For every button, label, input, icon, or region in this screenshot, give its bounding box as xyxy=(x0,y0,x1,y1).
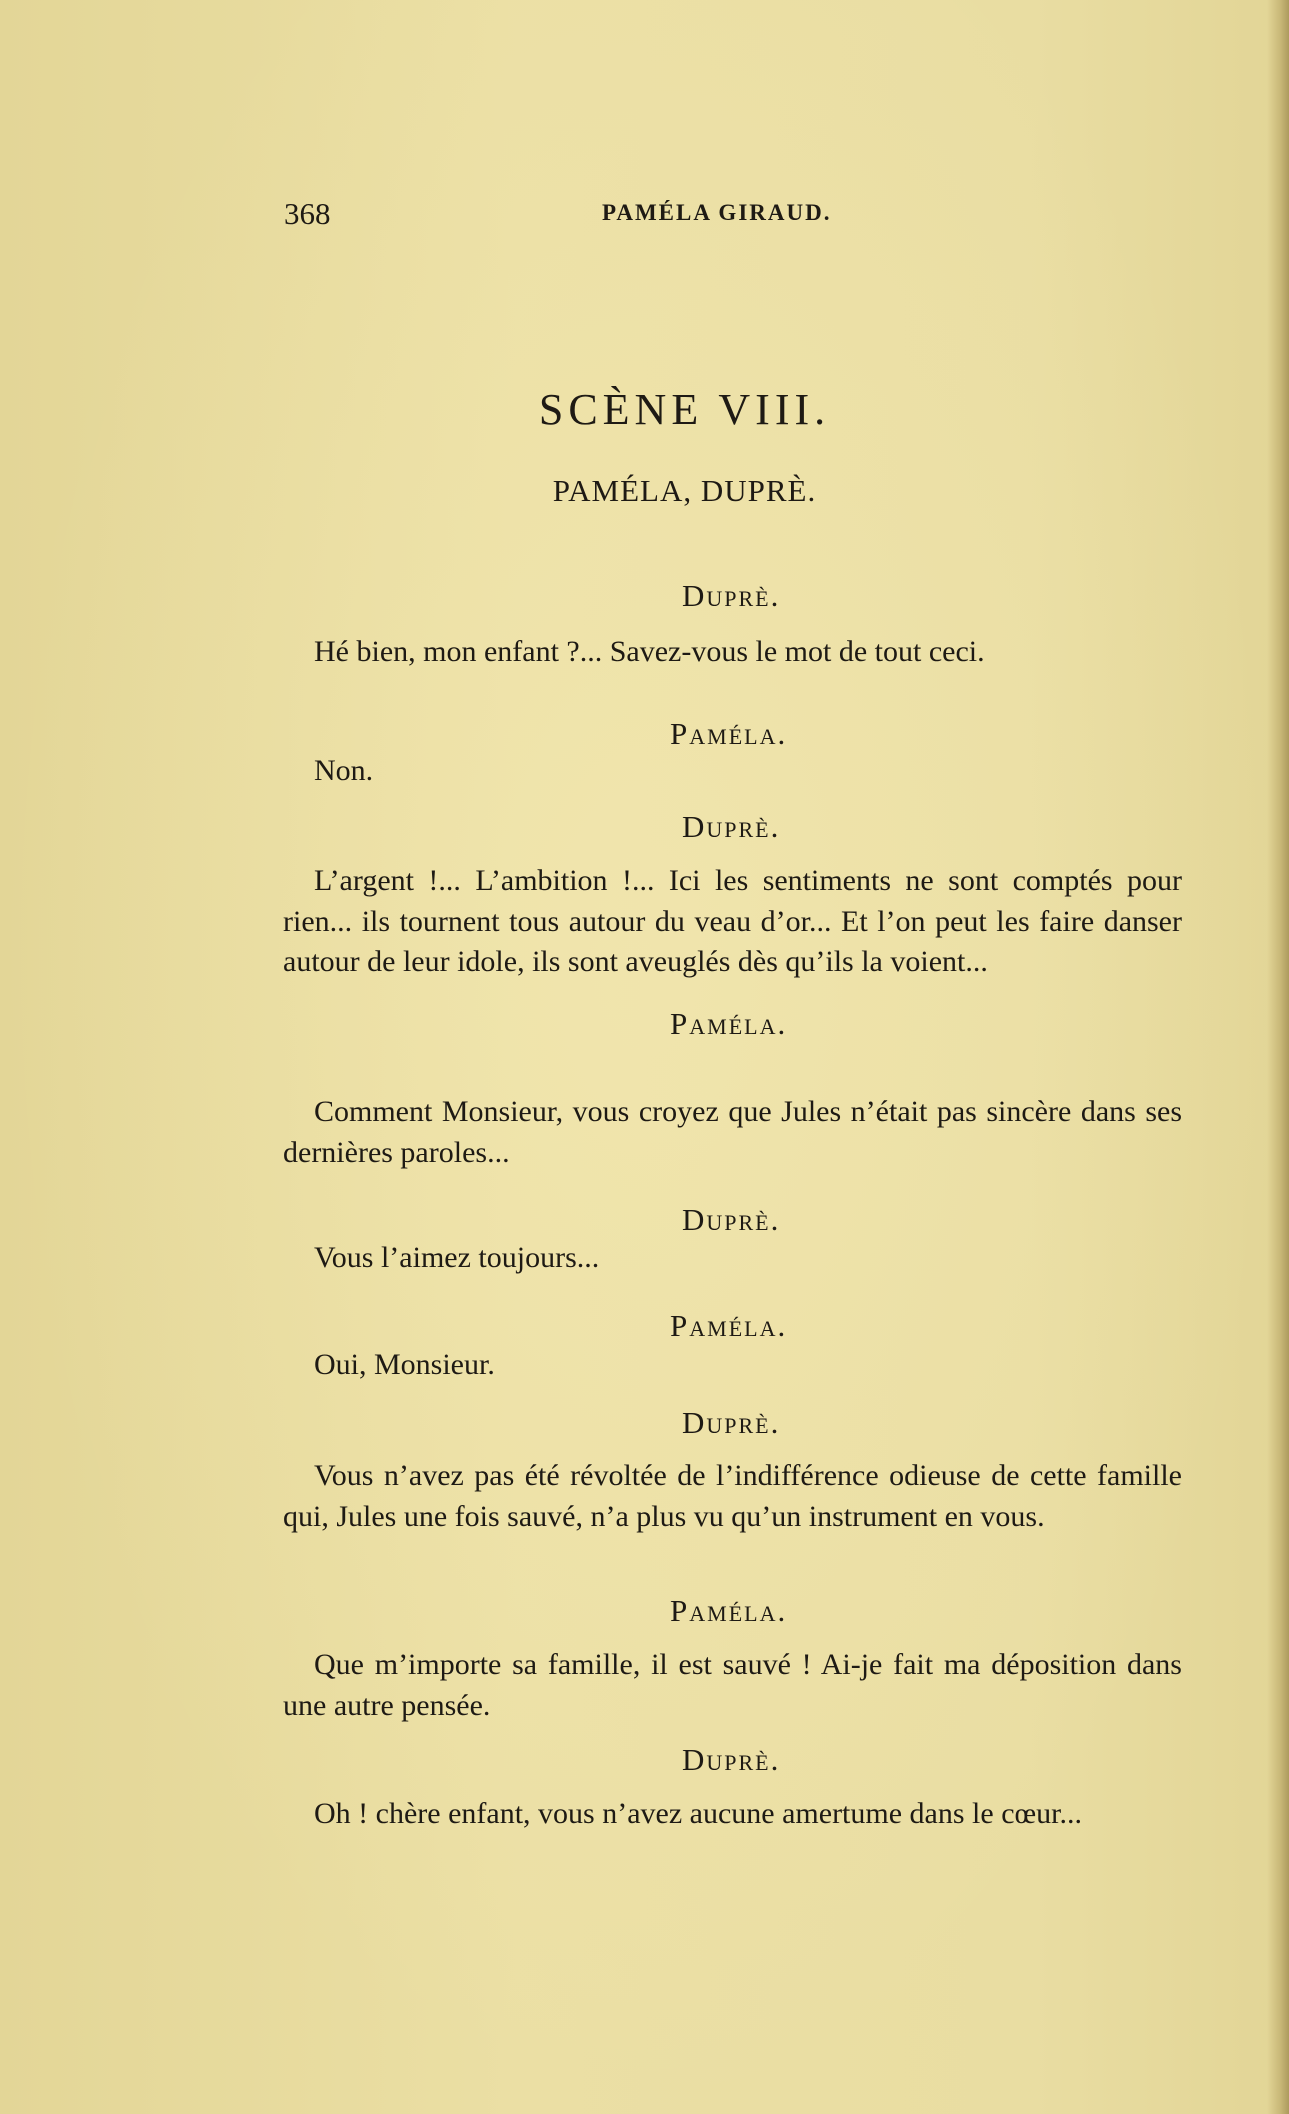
dialogue-paragraph: Que m’importe sa famille, il est sauvé ! Ai-je fait ma déposition dans une autre pensée. xyxy=(283,1648,1182,1722)
speaker-label: Duprè. xyxy=(682,809,781,844)
running-title: PAMÉLA GIRAUD. xyxy=(602,200,832,225)
speaker-label: Paméla. xyxy=(670,1308,788,1343)
speaker-label: Paméla. xyxy=(670,716,788,751)
speaker-label: Paméla. xyxy=(670,1593,788,1628)
dialogue-line: Non. xyxy=(314,754,374,787)
running-head xyxy=(284,196,1184,236)
dialogue-line: Oh ! chère enfant, vous n’avez aucune amertume dans le cœur... xyxy=(314,1797,1083,1830)
scene-characters: PAMÉLA, DUPRÈ. xyxy=(552,473,817,508)
speaker-label: Duprè. xyxy=(682,1742,781,1777)
dialogue-paragraph: L’argent !... L’ambition !... Ici les sentiments ne sont comptés pour rien... ils tournent tous autour du veau d’or... Et l’on peut les faire danser autour de leur idole, ils sont aveuglés dès qu’ils la voient... xyxy=(283,864,1182,978)
dialogue-paragraph: Vous n’avez pas été révoltée de l’indifférence odieuse de cette famille qui, Jules une fois sauvé, n’a plus vu qu’un instrument en vous. xyxy=(283,1459,1182,1533)
speaker-label: Duprè. xyxy=(682,578,781,613)
dialogue-paragraph: Comment Monsieur, vous croyez que Jules n’était pas sincère dans ses dernières paroles... xyxy=(283,1095,1182,1169)
page-number: 368 xyxy=(284,196,331,231)
dialogue-line: Oui, Monsieur. xyxy=(314,1348,495,1381)
scene-title: SCÈNE VIII. xyxy=(538,385,831,434)
speaker-label: Duprè. xyxy=(682,1202,781,1237)
dialogue-line: Hé bien, mon enfant ?... Savez-vous le mot de tout ceci. xyxy=(314,635,985,668)
page-edge-shadow xyxy=(1267,0,1289,2114)
dialogue-line: Vous l’aimez toujours... xyxy=(314,1241,600,1274)
speaker-label: Paméla. xyxy=(670,1006,788,1041)
speaker-label: Duprè. xyxy=(682,1405,781,1440)
